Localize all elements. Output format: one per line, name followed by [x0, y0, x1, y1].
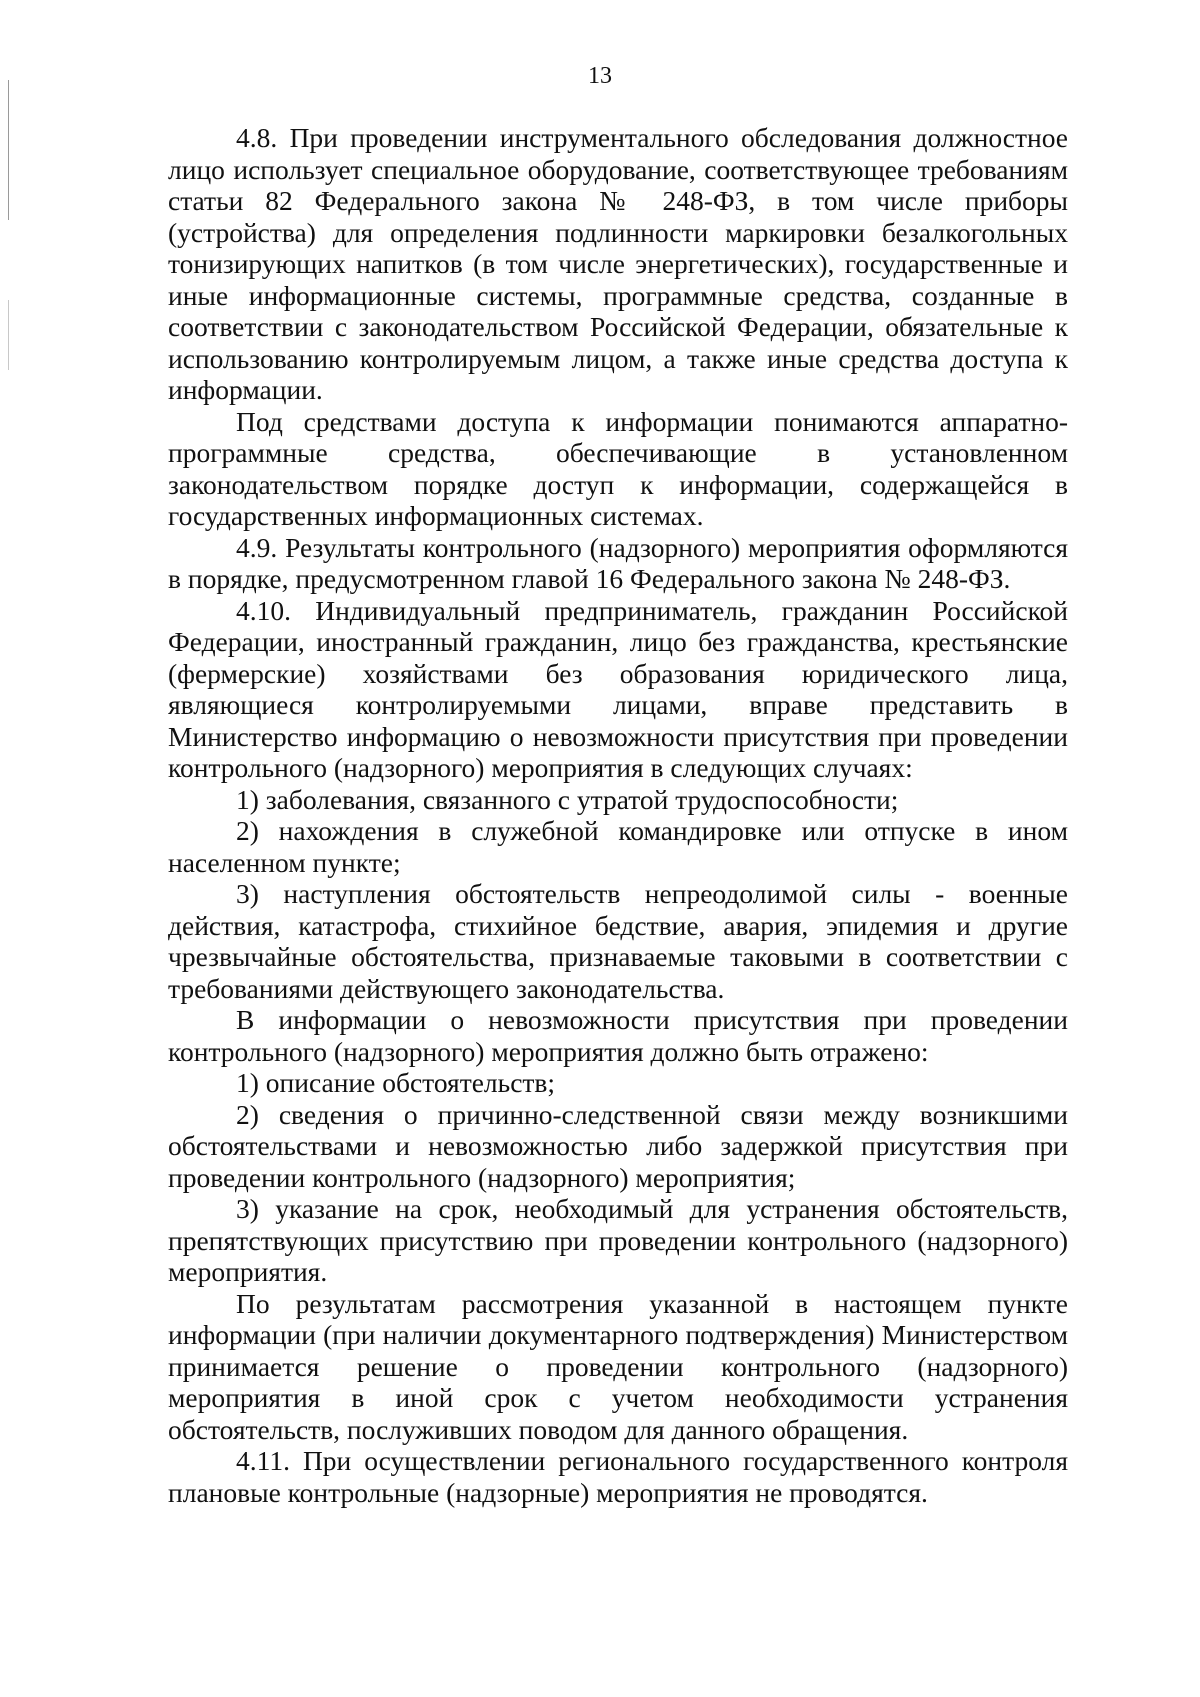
page-number: 13	[588, 63, 612, 89]
paragraph-access-means: Под средствами доступа к информации понимаются аппаратно-программные средства, обеспечивающие в установленном законодательством порядке доступ к информации, содержащейся в государственных информационных системах.	[168, 405, 1068, 531]
paragraph-decision: По результатам рассмотрения указанной в настоящем пункте информации (при наличии документарного подтверждения) Министерством принимается решение о проведении контрольного (надзорного) мероприятия в иной срок с учетом необходимости устранения обстоятельств, послуживших поводом для данного обращения.	[168, 1287, 1068, 1445]
list-item-force-majeure: 3) наступления обстоятельств непреодолимой силы - военные действия, катастрофа, стихийное бедствие, авария, эпидемия и другие чрезвычайные обстоятельства, признаваемые таковыми в соответствии с требованиями действующего законодательства.	[168, 878, 1068, 1004]
list-item-illness: 1) заболевания, связанного с утратой трудоспособности;	[236, 783, 899, 815]
paragraph-4-11: 4.11. При осуществлении регионального государственного контроля плановые контрольные (надзорные) мероприятия не проводятся.	[168, 1445, 1068, 1508]
paragraph-4-8: 4.8. При проведении инструментального обследования должностное лицо использует специальное оборудование, соответствующее требованиям статьи 82 Федерального закона № 248-ФЗ, в том числе приборы (устройства) для определения подлинности маркировки безалкогольных тонизирующих напитков (в том числе энергетических), государственные и иные информационные системы, программные средства, созданные в соответствии с законодательством Российской Федерации, обязательные к использованию контролируемым лицом, а также иные средства доступа к информации.	[168, 122, 1068, 405]
scan-edge-mark	[8, 300, 9, 370]
list-item-description: 1) описание обстоятельств;	[236, 1067, 556, 1098]
list-item-business-trip: 2) нахождения в служебной командировке или отпуске в ином населенном пункте;	[168, 815, 1068, 878]
list-item-causal-link: 2) сведения о причинно-следственной связи между возникшими обстоятельствами и невозможностью либо задержкой присутствия при проведении контрольного (надзорного) мероприятия;	[168, 1098, 1068, 1193]
document-body	[168, 122, 1068, 1508]
paragraph-4-10: 4.10. Индивидуальный предприниматель, гражданин Российской Федерации, иностранный гражданин, лицо без гражданства, крестьянские (фермерские) хозяйствами без образования юридического лица, являющиеся контролируемыми лицами, вправе представить в Министерство информацию о невозможности присутствия при проведении контрольного (надзорного) мероприятия в следующих случаях:	[168, 594, 1068, 783]
list-item-term: 3) указание на срок, необходимый для устранения обстоятельств, препятствующих присутствию при проведении контрольного (надзорного) мероприятия.	[168, 1193, 1068, 1287]
paragraph-info-requirements: В информации о невозможности присутствия при проведении контрольного (надзорного) мероприятия должно быть отражено:	[168, 1004, 1068, 1067]
paragraph-4-9: 4.9. Результаты контрольного (надзорного) мероприятия оформляются в порядке, предусмотренном главой 16 Федерального закона № 248-ФЗ.	[168, 531, 1068, 594]
scan-edge-mark	[8, 80, 9, 220]
